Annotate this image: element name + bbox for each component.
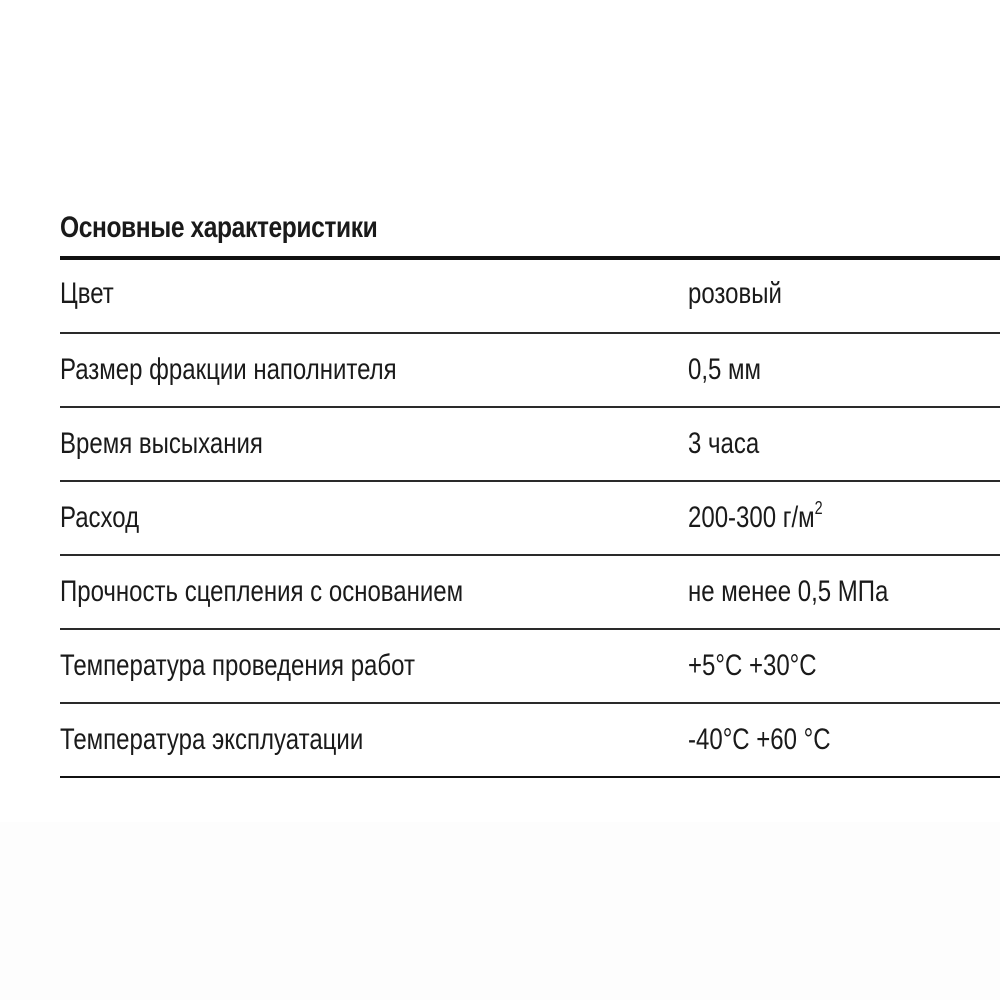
specifications-section [60,200,1000,778]
spec-label: Расход [60,501,140,534]
spec-label: Время высыхания [60,427,263,460]
spec-label: Температура эксплуатации [60,723,364,756]
spec-value [688,482,823,554]
spec-value: не менее 0,5 МПа [688,575,889,608]
spec-row-fraction-size [60,334,1000,408]
spec-row-consumption [60,482,1000,556]
consumption-value-text: 200-300 г/м [688,501,815,534]
section-title: Основные характеристики [60,211,378,244]
bottom-background [0,822,1000,1000]
consumption-exponent: 2 [814,498,823,518]
spec-value: розовый [688,277,782,310]
spec-table [60,260,1000,778]
spec-row-color [60,260,1000,334]
spec-row-application-temperature [60,630,1000,704]
spec-value: +5°C +30°C [688,649,817,682]
spec-value: 3 часа [688,427,760,460]
spec-label: Цвет [60,277,114,310]
spec-row-adhesion-strength [60,556,1000,630]
spec-row-drying-time [60,408,1000,482]
spec-label: Температура проведения работ [60,649,415,682]
spec-label: Прочность сцепления с основанием [60,575,464,608]
spec-value: -40°C +60 °C [688,723,831,756]
spec-label: Размер фракции наполнителя [60,353,397,386]
spec-value: 0,5 мм [688,353,762,386]
spec-row-operating-temperature [60,704,1000,778]
